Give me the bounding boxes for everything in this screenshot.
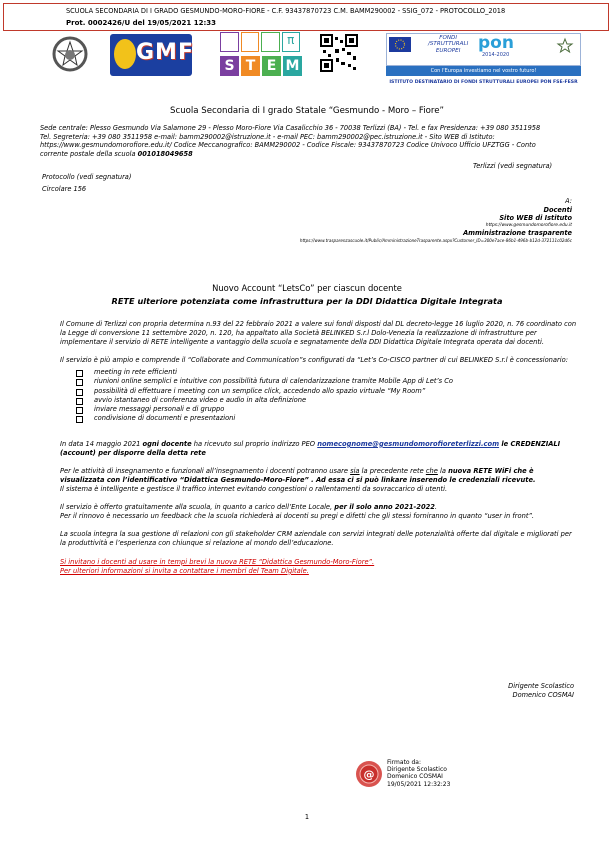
- checkbox-icon: [76, 398, 83, 405]
- europe-sphere-icon: [114, 39, 136, 69]
- pon-years: 2014-2020: [482, 52, 510, 58]
- paragraph-intro: Il Comune di Terlizzi con propria determina n.93 del 22 febbraio 2021 a valere sui fondi disposti dal DL decreto-legge 16 luglio 2020, n. 76 coordinato con la Legge di conversione 11 settembre 2020, n. 120, ha appaltato alla Società BELINKED S.r.l Dolo-Venezia la realizzazione di infrastrutture per implementare il servizio di RETE intelligente a vantaggio della scuola e segnatamente della DDI Didattica Digitale Integrata operata dai docenti.: [60, 320, 577, 346]
- stem-letter-m: M: [283, 56, 302, 76]
- checkbox-icon: [76, 407, 83, 414]
- checkbox-icon: [76, 416, 83, 423]
- pon-fondi: FONDI: [439, 35, 457, 41]
- school-name: Scuola Secondaria di I grado Statale “Gesmundo - Moro – Fiore”: [170, 106, 444, 116]
- contacts-line2: Tel. Segreteria: +39 080 3511958 e-mail: bamm290002@istruzione.it - e-mail PEC: bamm290002@pec.istruzione.it - Sito WEB di Istituto:: [40, 132, 495, 141]
- protocol-stamp: [3, 3, 609, 31]
- recipient-sito-url[interactable]: https://www.gesmundomorofiore.edu.it: [485, 222, 572, 228]
- stem-letter-s: S: [220, 56, 239, 76]
- services-list: [60, 368, 578, 424]
- pencil-icon: [261, 32, 280, 52]
- pon-slogan: Con l'Europa investiamo nel vostro futuro!: [386, 66, 581, 76]
- pon-europei: EUROPEI: [435, 47, 461, 54]
- pon-word: pon: [478, 33, 514, 53]
- stem-logo: [220, 32, 300, 78]
- recipient-sito: Sito WEB di Istituto: [499, 214, 572, 223]
- contacts-line3: https://www.gesmundomorofiore.edu.it/ Codice Meccanografico: BAMM290002 - Codice Fiscale: 93437870723 Codice Univoco Ufficio UFZTGG - Conto: [40, 141, 536, 150]
- stem-letter-e: E: [262, 56, 281, 76]
- digital-signature-text: Firmato da: Dirigente Scolastico Domenico COSMAI 19/05/2021 12:32:23: [387, 759, 451, 788]
- pi-icon: π: [282, 32, 301, 52]
- gear-icon: [241, 32, 260, 52]
- gmf-logo: [110, 34, 192, 76]
- email-link[interactable]: nomecognome@gesmundomorofioreterlizzi.com: [317, 439, 500, 448]
- list-item: possibilità di effettuare i meeting con un semplice click, accedendo allo spazio virtuale “My Room”: [60, 387, 578, 396]
- subject-title: Nuovo Account “LetsCo” per ciascun docente: [212, 283, 402, 293]
- list-item: riunioni online semplici e intuitive con possibilità futura di calendarizzazione tramite Mobile App di Let’s Co: [60, 377, 578, 386]
- page-number: 1: [304, 813, 310, 821]
- qr-code-icon: [320, 34, 358, 72]
- checkbox-icon: [76, 370, 83, 377]
- list-item: condivisione di documenti e presentazioni: [60, 414, 578, 423]
- invitation-line: Si invitano i docenti ad usare in tempi brevi la nuova RETE “Didattica Gesmundo-Moro-Fiore”.: [60, 557, 375, 566]
- subject-subtitle: RETE ulteriore potenziata come infrastruttura per la DDI Didattica Digitale Integrata: [111, 296, 503, 306]
- signature-block: [508, 682, 574, 699]
- checkbox-icon: [76, 389, 83, 396]
- signature-role: Dirigente Scolastico: [508, 682, 574, 690]
- paragraph-free: Il servizio è offerto gratuitamente alla scuola, in quanto a carico dell’Ente Locale, per il solo anno 2021-2022.: [60, 502, 438, 511]
- pon-banner: [386, 33, 581, 91]
- recipient-docenti: Docenti: [543, 205, 572, 214]
- italian-republic-emblem-icon: [556, 37, 574, 55]
- place-date: Terlizzi (vedi segnatura): [473, 162, 553, 170]
- contacts-line4: corrente postale della scuola: [40, 149, 138, 158]
- letter-body: [60, 320, 578, 576]
- digital-signature-seal-icon: [354, 759, 384, 789]
- paragraph-renewal: Per il rinnovo è necessario un feedback che la scuola richiederà ai docenti su pregi e difetti che gli stessi forniranno in quanto “user in front”.: [60, 511, 535, 520]
- paragraph-intelligent: Il sistema è intelligente e gestisce il traffico internet evitando congestioni o rallentamenti da sovraccarico di utenti.: [60, 484, 448, 493]
- list-item: meeting in rete efficienti: [60, 368, 578, 377]
- gmf-text: GMF: [136, 40, 194, 65]
- stem-letter-t: T: [241, 56, 260, 76]
- team-digitale-line: Per ulteriori informazioni si invita a contattare i membri del Team Digitale.: [60, 566, 309, 575]
- list-item: avvio istantaneo di conferenza video e audio in alta definizione: [60, 396, 578, 405]
- circolare: Circolare 156: [42, 185, 87, 193]
- contacts-line1: Sede centrale: Plesso Gesmundo Via Salamone 29 - Plesso Moro-Fiore Via Casalicchio 36 - 70038 Terlizzi (BA) - Tel. e fax Presidenza: +39 080 3511958: [40, 124, 541, 132]
- contacts-block: [40, 124, 580, 158]
- pon-strutturali: /STRUTTURALI: [428, 41, 469, 48]
- protocol-stamp-line2: Prot. 0002426/U del 19/05/2021 12:33: [66, 19, 216, 27]
- signature-name: Domenico COSMAI: [512, 690, 574, 699]
- paragraph-service: Il servizio è più ampio e comprende il “Collaborate and Communication”s configurati da “Let’s Co-CISCO partner di cui BELINKED S.r.l è concessionario:: [60, 356, 568, 364]
- checkbox-icon: [76, 379, 83, 386]
- list-item: inviare messaggi personali e di gruppo: [60, 405, 578, 414]
- pon-footer: ISTITUTO DESTINATARIO DI FONDI STRUTTURALI EUROPEI PON FSE-FESR: [389, 80, 578, 85]
- recipients-a: A:: [565, 197, 572, 205]
- svg-text:@: @: [363, 768, 375, 781]
- flask-icon: [220, 32, 239, 52]
- postal-account: 001018049658: [137, 149, 193, 158]
- recipient-amministrazione: Amministrazione trasparente: [463, 228, 572, 237]
- paragraph-crm: La scuola integra la sua gestione di relazioni con gli stakeholder CRM aziendale con servizi integrati delle potenzialità offerte dal digitale e migliorati per la produttività e l’esperienza con chiunque si relazione al mondo dell’educazione.: [60, 529, 572, 547]
- protocol-stamp-line1: SCUOLA SECONDARIA DI I GRADO GESMUNDO-MORO-FIORE - C.F. 93437870723 C.M. BAMM290002 - SSIG_072 - PROTOCOLLO_2018: [66, 7, 506, 15]
- recipient-amm-url[interactable]: https://www.trasparenzascuole.it/Public/AmministrazioneTrasparente.aspx?Customer_ID=300e7ace-86b1-496b-b12d-372111c02d6c: [299, 238, 572, 244]
- paragraph-credentials: In data 14 maggio 2021 ogni docente ha ricevuto sul proprio indirizzo PEO nomecognome@gesmundomorofioreterlizzi.com le CREDENZIALI (account) per disporre della detta rete: [60, 439, 561, 457]
- eu-flag-icon: [389, 37, 411, 52]
- recipients-block: [300, 197, 572, 244]
- paragraph-network: Per le attività di insegnamento e funzionali all’insegnamento i docenti potranno usare sia la precedente rete che la nuova RETE WiFi che è visualizzata con l’identificativo “Didattica Gesmundo-Moro-Fiore” . Ad essa ci si può linkare inserendo le credenziali ricevute.: [60, 466, 536, 484]
- italian-emblem-logo: [50, 34, 90, 74]
- protocollo: Protocollo (vedi segnatura): [42, 173, 132, 181]
